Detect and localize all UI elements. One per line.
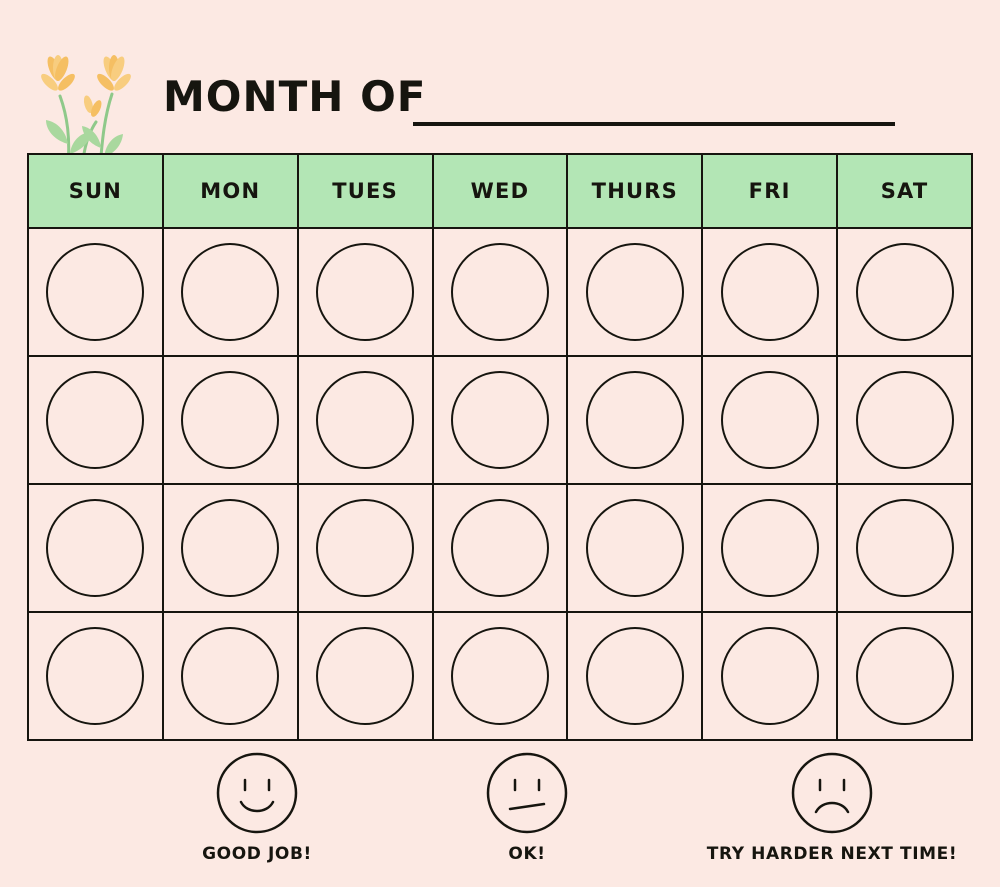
calendar-cell[interactable] [837,356,972,484]
calendar-cell[interactable] [433,612,568,740]
day-circle[interactable] [181,243,279,341]
day-circle[interactable] [451,243,549,341]
legend-label-try-harder: TRY HARDER NEXT TIME! [706,844,958,864]
calendar-week-row [28,484,972,612]
calendar-week-row [28,228,972,356]
day-circle[interactable] [586,243,684,341]
day-circle[interactable] [856,627,954,725]
legend-item-ok [377,752,677,864]
day-circle[interactable] [856,499,954,597]
calendar-cell[interactable] [298,356,433,484]
calendar-cell[interactable] [837,228,972,356]
legend-label-ok: OK! [508,844,546,864]
calendar-cell[interactable] [28,356,163,484]
day-circle[interactable] [316,243,414,341]
calendar-body [28,228,972,740]
day-circle[interactable] [46,627,144,725]
calendar-cell[interactable] [567,484,702,612]
weekday-header-wed: WED [433,154,568,228]
calendar-cell[interactable] [433,356,568,484]
day-circle[interactable] [46,243,144,341]
calendar-cell[interactable] [702,612,837,740]
calendar-cell[interactable] [28,612,163,740]
calendar-week-row [28,612,972,740]
calendar-cell[interactable] [702,228,837,356]
calendar-grid [27,153,973,741]
smiley-neutral-face-icon [486,752,568,834]
day-circle[interactable] [721,499,819,597]
calendar-cell[interactable] [163,484,298,612]
day-circle[interactable] [586,499,684,597]
day-circle[interactable] [316,499,414,597]
legend [27,752,973,872]
calendar-cell[interactable] [433,484,568,612]
page-header [0,30,1000,145]
day-circle[interactable] [46,499,144,597]
weekday-header-sun: SUN [28,154,163,228]
weekday-header-thurs: THURS [567,154,702,228]
smiley-sad-face-icon [791,752,873,834]
calendar-cell[interactable] [702,484,837,612]
day-circle[interactable] [181,371,279,469]
legend-label-good-job: GOOD JOB! [202,844,312,864]
calendar-cell[interactable] [702,356,837,484]
weekday-header-tues: TUES [298,154,433,228]
day-circle[interactable] [181,499,279,597]
calendar-cell[interactable] [163,228,298,356]
day-circle[interactable] [586,627,684,725]
calendar-cell[interactable] [837,484,972,612]
weekday-header-sat: SAT [837,154,972,228]
weekday-header-fri: FRI [702,154,837,228]
calendar-cell[interactable] [163,612,298,740]
calendar-cell[interactable] [163,356,298,484]
day-circle[interactable] [721,371,819,469]
calendar-cell[interactable] [567,612,702,740]
day-circle[interactable] [316,371,414,469]
calendar-cell[interactable] [433,228,568,356]
calendar-header-row [28,154,972,228]
smiley-happy-face-icon [216,752,298,834]
calendar-cell[interactable] [298,484,433,612]
day-circle[interactable] [451,627,549,725]
day-circle[interactable] [586,371,684,469]
day-circle[interactable] [856,243,954,341]
calendar-cell[interactable] [837,612,972,740]
calendar-week-row [28,356,972,484]
calendar-cell[interactable] [298,228,433,356]
weekday-header-mon: MON [163,154,298,228]
calendar-cell[interactable] [567,356,702,484]
day-circle[interactable] [856,371,954,469]
day-circle[interactable] [721,627,819,725]
page-title: MONTH OF [163,72,427,121]
day-circle[interactable] [451,499,549,597]
calendar-cell[interactable] [28,228,163,356]
legend-item-good-job [107,752,407,864]
calendar-cell[interactable] [28,484,163,612]
calendar-cell[interactable] [298,612,433,740]
day-circle[interactable] [721,243,819,341]
day-circle[interactable] [46,371,144,469]
day-circle[interactable] [181,627,279,725]
day-circle[interactable] [451,371,549,469]
month-name-blank-line[interactable] [413,122,895,126]
day-circle[interactable] [316,627,414,725]
legend-item-try-harder [682,752,982,864]
calendar-cell[interactable] [567,228,702,356]
